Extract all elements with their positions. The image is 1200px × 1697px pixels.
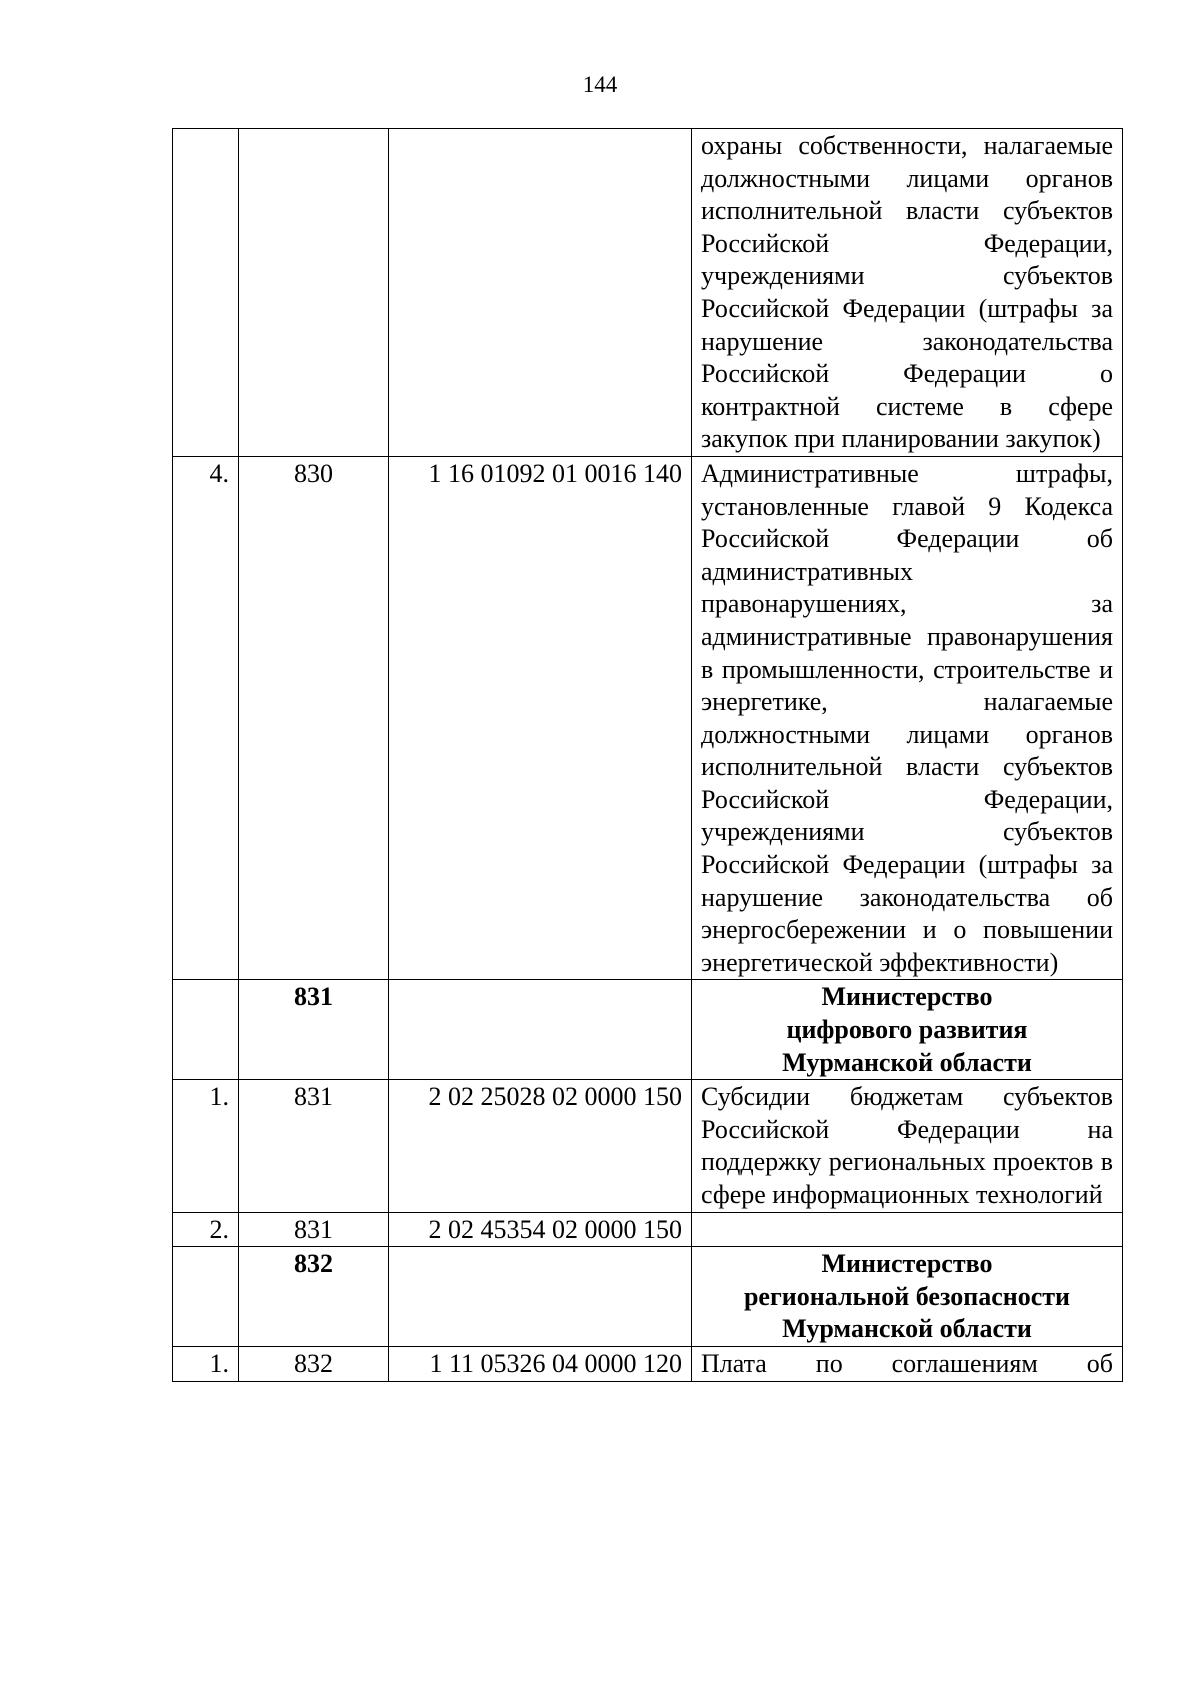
table-row xyxy=(173,1080,1123,1212)
table-row xyxy=(173,1212,1123,1247)
heading-line: региональной безопасности xyxy=(743,1281,1071,1311)
budget-code xyxy=(389,980,692,1080)
admin-code: 830 xyxy=(239,456,389,980)
table-row-section-heading xyxy=(173,980,1123,1080)
budget-code: 2 02 45354 02 0000 150 xyxy=(389,1212,692,1247)
heading-line: цифрового развития xyxy=(786,1015,1028,1045)
heading-line: Министерство xyxy=(821,1249,993,1279)
row-number xyxy=(173,1247,239,1347)
row-number: 1. xyxy=(173,1080,239,1212)
budget-code xyxy=(389,1247,692,1347)
table-row xyxy=(173,129,1123,457)
revenue-description: Плата по соглашениям об xyxy=(692,1346,1123,1381)
admin-code: 832 xyxy=(239,1346,389,1381)
row-number: 4. xyxy=(173,456,239,980)
budget-code xyxy=(389,129,692,457)
row-number: 2. xyxy=(173,1212,239,1247)
table-row xyxy=(173,1346,1123,1381)
admin-code xyxy=(239,129,389,457)
budget-code: 1 16 01092 01 0016 140 xyxy=(389,456,692,980)
budget-revenue-table xyxy=(172,128,1123,1382)
row-number: 1. xyxy=(173,1346,239,1381)
revenue-description: охраны собственности, налагаемые должностными лицами органов исполнительной власти субъектов Российской Федерации, учреждениями субъектов Российской Федерации (штрафы за нарушение законодательства Российской Федерации о контрактной системе в сфере закупок при планировании закупок) xyxy=(692,129,1123,457)
admin-code: 831 xyxy=(239,1080,389,1212)
section-heading xyxy=(692,980,1123,1080)
revenue-description: Субсидии бюджетам субъектов Российской Федерации на поддержку региональных проектов в сфере информационных технологий xyxy=(692,1080,1123,1212)
section-heading xyxy=(692,1247,1123,1347)
budget-code: 2 02 25028 02 0000 150 xyxy=(389,1080,692,1212)
page-number: 144 xyxy=(582,72,618,97)
revenue-description xyxy=(692,1212,1123,1247)
table-row-section-heading xyxy=(173,1247,1123,1347)
heading-line: Министерство xyxy=(821,982,993,1012)
admin-code: 831 xyxy=(239,1212,389,1247)
heading-line: Мурманской области xyxy=(782,1314,1032,1344)
row-number xyxy=(173,129,239,457)
admin-code: 832 xyxy=(239,1247,389,1347)
table-row xyxy=(173,456,1123,980)
admin-code: 831 xyxy=(239,980,389,1080)
revenue-description: Административные штрафы, установленные главой 9 Кодекса Российской Федерации об административных правонарушениях, за административные правонарушения в промышленности, строительстве и энергетике, налагаемые должностными лицами органов исполнительной власти субъектов Российской Федерации, учреждениями субъектов Российской Федерации (штрафы за нарушение законодательства об энергосбережении и о повышении энергетической эффективности) xyxy=(692,456,1123,980)
heading-line: Мурманской области xyxy=(782,1047,1032,1077)
budget-code: 1 11 05326 04 0000 120 xyxy=(389,1346,692,1381)
row-number xyxy=(173,980,239,1080)
